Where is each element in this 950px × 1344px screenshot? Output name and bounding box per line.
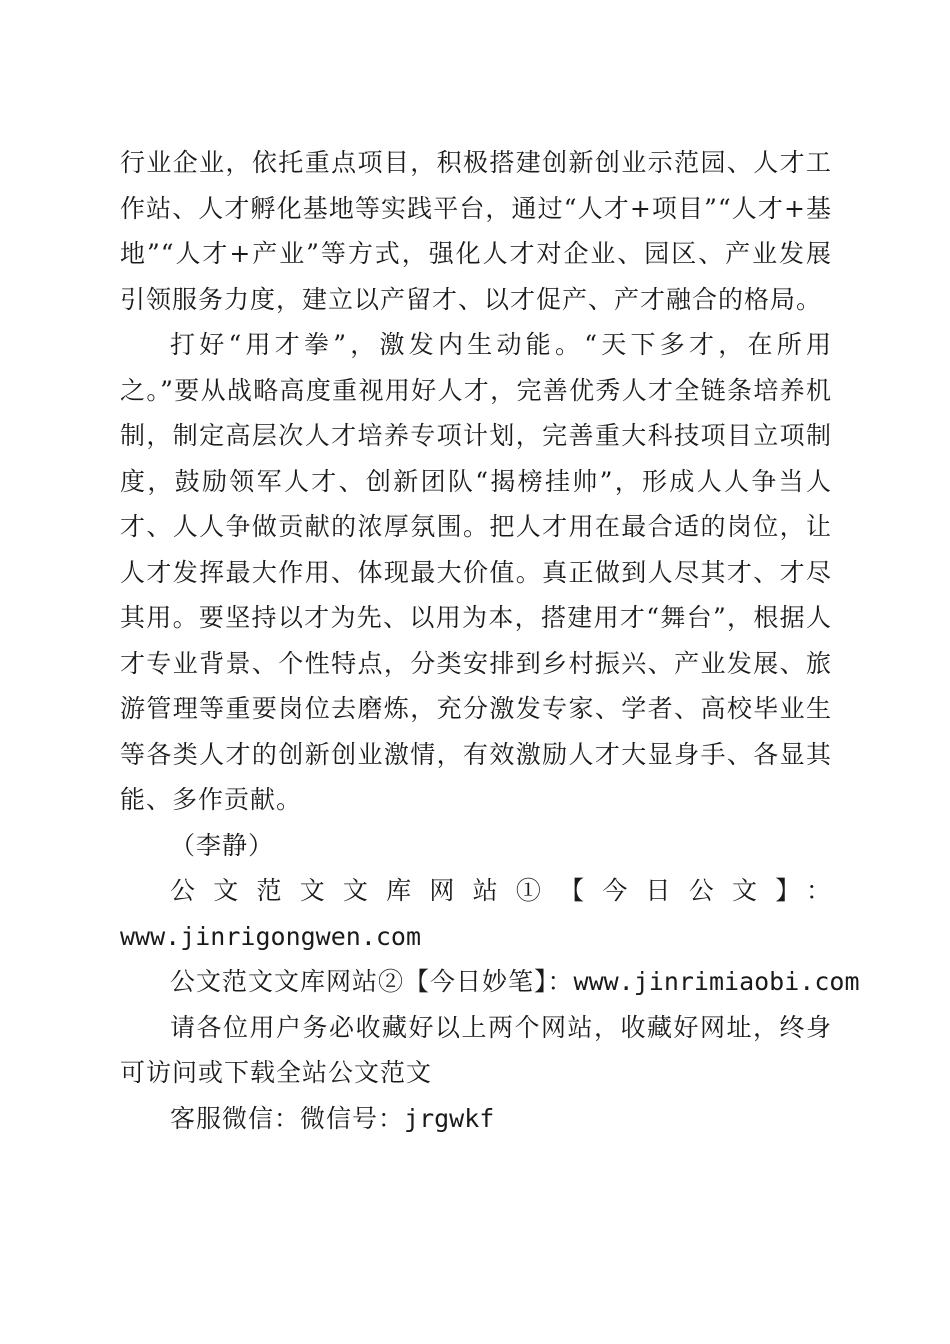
site-1-notice <box>120 868 832 959</box>
document-body <box>120 140 860 1141</box>
bookmark-notice: 请各位用户务必收藏好以上两个网站，收藏好网址，终身可访问或下载全站公文范文 <box>120 1012 832 1087</box>
wechat-id: jrgwkf <box>404 1103 495 1133</box>
site-1-label: 公文范文文库网站①【今日公文】： <box>170 876 832 905</box>
wechat-label: 客服微信：微信号： <box>170 1103 405 1133</box>
site-1-url[interactable]: www.jinrigongwen.com <box>120 921 422 951</box>
body-paragraph: 行业企业，依托重点项目，积极搭建创新创业示范园、人才工作站、人才孵化基地等实践平台，通过“人才+项目”“人才+基地”“人才+产业”等方式，强化人才对企业、园区、产业发展引领服务力度，建立以产留才、以才促产、产才融合的格局。 <box>120 148 832 314</box>
author-signature: （李静） <box>170 830 275 860</box>
site-2-notice <box>120 959 860 1005</box>
site-2-url[interactable]: www.jinrimiaobi.com <box>573 967 860 996</box>
site-2-label: 公文范文文库网站②【今日妙笔】： <box>170 967 574 996</box>
wechat-contact <box>120 1096 832 1142</box>
body-paragraph: 打好“用才拳”，激发内生动能。“天下多才，在所用之。”要从战略高度重视用好人才，完善优秀人才全链条培养机制，制定高层次人才培养专项计划，完善重大科技项目立项制度，鼓励领军人才、创新团队“揭榜挂帅”，形成人人争当人才、人人争做贡献的浓厚氛围。把人才用在最合适的岗位，让人才发挥最大作用、体现最大价值。真正做到人尽其才、才尽其用。要坚持以才为先、以用为本，搭建用才“舞台”，根据人才专业背景、个性特点，分类安排到乡村振兴、产业发展、旅游管理等重要岗位去磨炼，充分激发专家、学者、高校毕业生等各类人才的创新创业激情，有效激励人才大显身手、各显其能、多作贡献。 <box>120 330 832 814</box>
